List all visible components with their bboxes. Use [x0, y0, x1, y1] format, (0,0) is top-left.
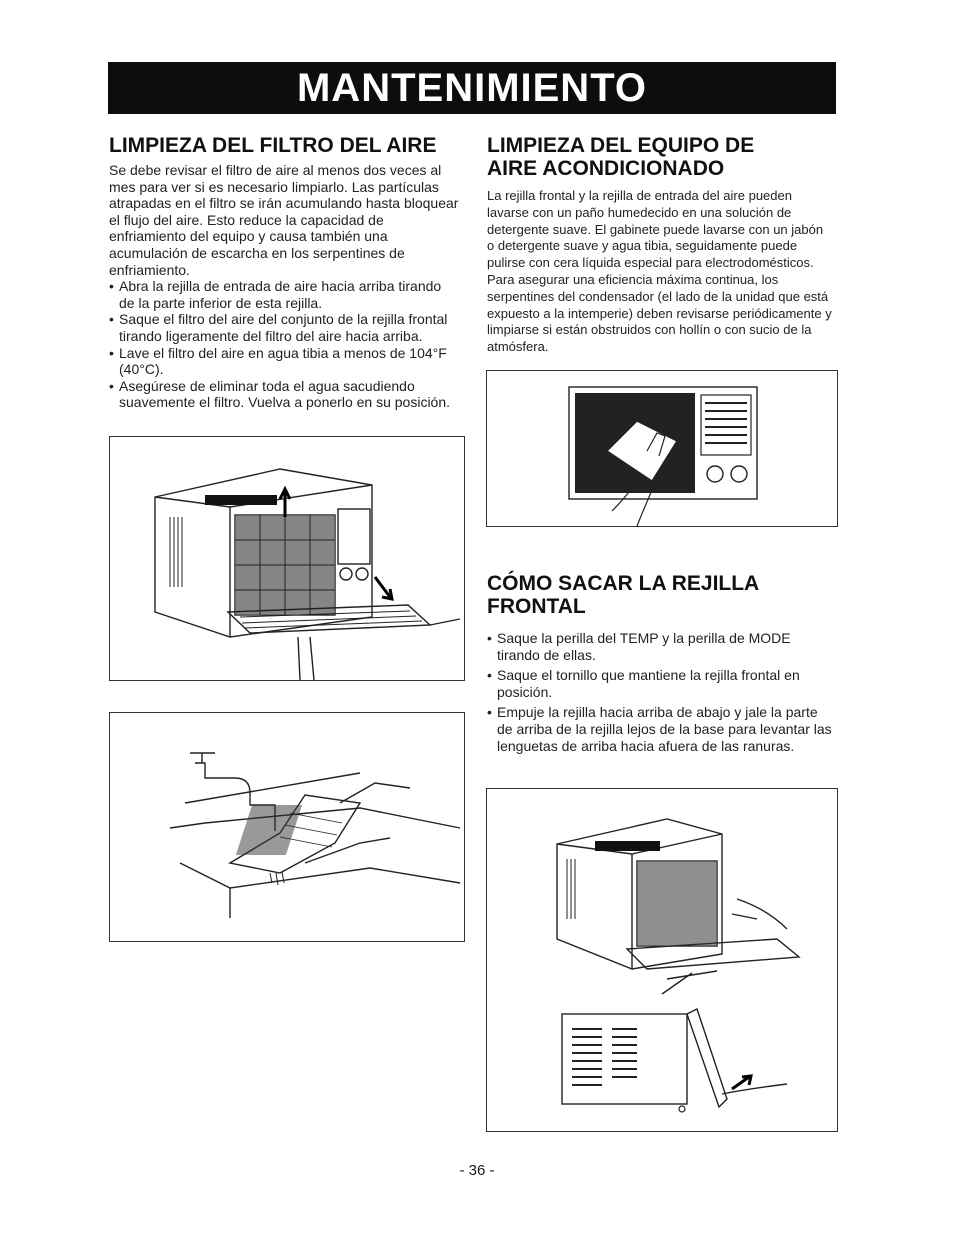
wiping-unit-illustration [486, 370, 838, 527]
unit-text [487, 188, 832, 356]
grille-heading-line1: CÓMO SACAR LA REJILLA [487, 572, 760, 595]
remove-grille-illustration [486, 788, 838, 1132]
page-title: MANTENIMIENTO [296, 65, 648, 110]
filter-heading: LIMPIEZA DEL FILTRO DEL AIRE [109, 134, 437, 157]
title-banner [108, 62, 836, 114]
filter-step: • Lave el filtro del aire en agua tibia a menos de 104°F (40°C). [109, 345, 459, 378]
grille-heading-line2: FRONTAL [487, 595, 586, 618]
filter-intro: Se debe revisar el filtro de aire al menos dos veces al mes para ver si es necesario limpiarlo. Las partículas atrapadas en el filtro se irán acumulando hasta bloquear el flujo del aire. Esto reduce la capacidad de enfriamiento del equipo y causa también una acumulación de escarcha en los serpentines de enfriamiento. [109, 162, 459, 278]
grille-steps [487, 630, 832, 754]
page-number: - 36 - [459, 1162, 495, 1179]
grille-heading [487, 572, 759, 618]
grille-step: • Saque la perilla del TEMP y la perilla de MODE tirando de ellas. [487, 630, 832, 663]
filter-steps [109, 278, 459, 411]
grille-step: • Empuje la rejilla hacia arriba de abajo y jale la parte de arriba de la rejilla lejos de la base para levantar las lenguetas de arriba hacia afuera de las ranuras. [487, 704, 832, 754]
filter-step: • Abra la rejilla de entrada de aire hacia arriba tirando de la parte inferior de esta rejilla. [109, 278, 459, 311]
open-grille-illustration [109, 436, 465, 681]
washing-filter-illustration [109, 712, 465, 942]
filter-step: • Saque el filtro del aire del conjunto de la rejilla frontal tirando ligeramente del filtro del aire hacia arriba. [109, 311, 459, 344]
grille-text [487, 630, 832, 754]
filter-step: • Asegúrese de eliminar toda el agua sacudiendo suavemente el filtro. Vuelva a ponerlo en su posición. [109, 378, 459, 411]
unit-heading-line1: LIMPIEZA DEL EQUIPO DE [487, 134, 755, 157]
grille-step: • Saque el tornillo que mantiene la rejilla frontal en posición. [487, 667, 832, 700]
filter-text [109, 162, 459, 411]
unit-heading [487, 134, 754, 180]
unit-paragraph-2: Para asegurar una eficiencia máxima continua, los serpentines del condensador (el lado de la unidad que está expuesto a la intemperie) deben revisarse periódicamente y limpiarse si están obstruidos con hollín o con sucio de la atmósfera. [487, 271, 832, 355]
unit-heading-line2: AIRE ACONDICIONADO [487, 157, 725, 180]
unit-paragraph-1: La rejilla frontal y la rejilla de entrada del aire pueden lavarse con un paño humedecido en una solución de detergente suave. El gabinete puede lavarse con un jabón o detergente suave y agua tibia, seguidamente puede pulirse con cera líquida especial para electrodomésticos. [487, 188, 824, 271]
